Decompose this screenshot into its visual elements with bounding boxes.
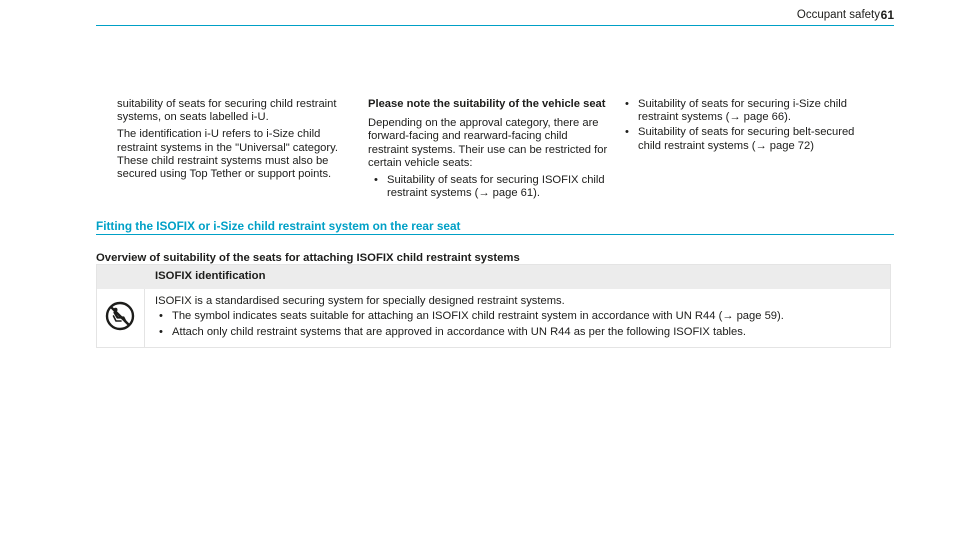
bullet-text[interactable]: Suitability of seats for securing belt-secured child restraint systems (→ page 72): [638, 126, 855, 152]
bullet-icon: •: [159, 310, 163, 323]
column3-bullet-list: [621, 98, 886, 153]
table-bullet-list: [155, 310, 885, 339]
bullet-text[interactable]: The symbol indicates seats suitable for attaching an ISOFIX child restraint system in accordance with UN R44 (→ page 59).: [172, 310, 784, 323]
isofix-table: [96, 264, 891, 348]
isofix-description: ISOFIX is a standardised securing system for specially designed restraint systems.: [155, 295, 565, 307]
column2-bullet-list: [370, 174, 623, 200]
column-3: [621, 98, 886, 155]
list-item: [621, 126, 886, 152]
section-divider: [96, 234, 894, 235]
column-2: [368, 98, 623, 202]
table-body-text: [155, 295, 885, 341]
column2-paragraph: Depending on the approval category, there are forward-facing and rearward-facing child restraint systems. Their use can be restricted for certain vehicle seats:: [368, 117, 608, 169]
bullet-icon: •: [374, 174, 378, 187]
list-item: [155, 326, 885, 339]
column-1: [117, 98, 367, 185]
vehicle-seat-suitability-heading: Please note the suitability of the vehicle seat: [368, 98, 606, 110]
list-item: [370, 174, 623, 200]
list-item: [155, 310, 885, 323]
bullet-icon: •: [625, 126, 629, 139]
header-section-title: Occupant safety: [796, 9, 880, 21]
list-item: [621, 98, 886, 124]
page-number: 61: [880, 8, 894, 22]
bullet-text: Attach only child restraint systems that are approved in accordance with UN R44 as per the following ISOFIX tables.: [172, 325, 746, 338]
overview-title: Overview of suitability of the seats for attaching ISOFIX child restraint systems: [96, 252, 520, 264]
column1-paragraph-2: The identification i-U refers to i-Size child restraint systems in the "Universal" category. These child restraint systems must also be secured using Top Tether or support points.: [117, 128, 338, 181]
bullet-text[interactable]: Suitability of seats for securing ISOFIX child restraint systems (→ page 61).: [387, 174, 605, 200]
table-header-label: ISOFIX identification: [155, 270, 266, 282]
isofix-symbol-icon: [104, 300, 136, 332]
bullet-text[interactable]: Suitability of seats for securing i-Size child restraint systems (→ page 66).: [638, 98, 847, 124]
section-title: Fitting the ISOFIX or i-Size child restraint system on the rear seat: [96, 219, 461, 233]
column1-paragraph-1: suitability of seats for securing child restraint systems, on seats labelled i-U.: [117, 98, 337, 124]
bullet-icon: •: [159, 325, 163, 338]
table-column-divider: [144, 289, 145, 348]
header-line: [96, 25, 894, 26]
table-header-row: [97, 265, 890, 289]
bullet-icon: •: [625, 98, 629, 110]
